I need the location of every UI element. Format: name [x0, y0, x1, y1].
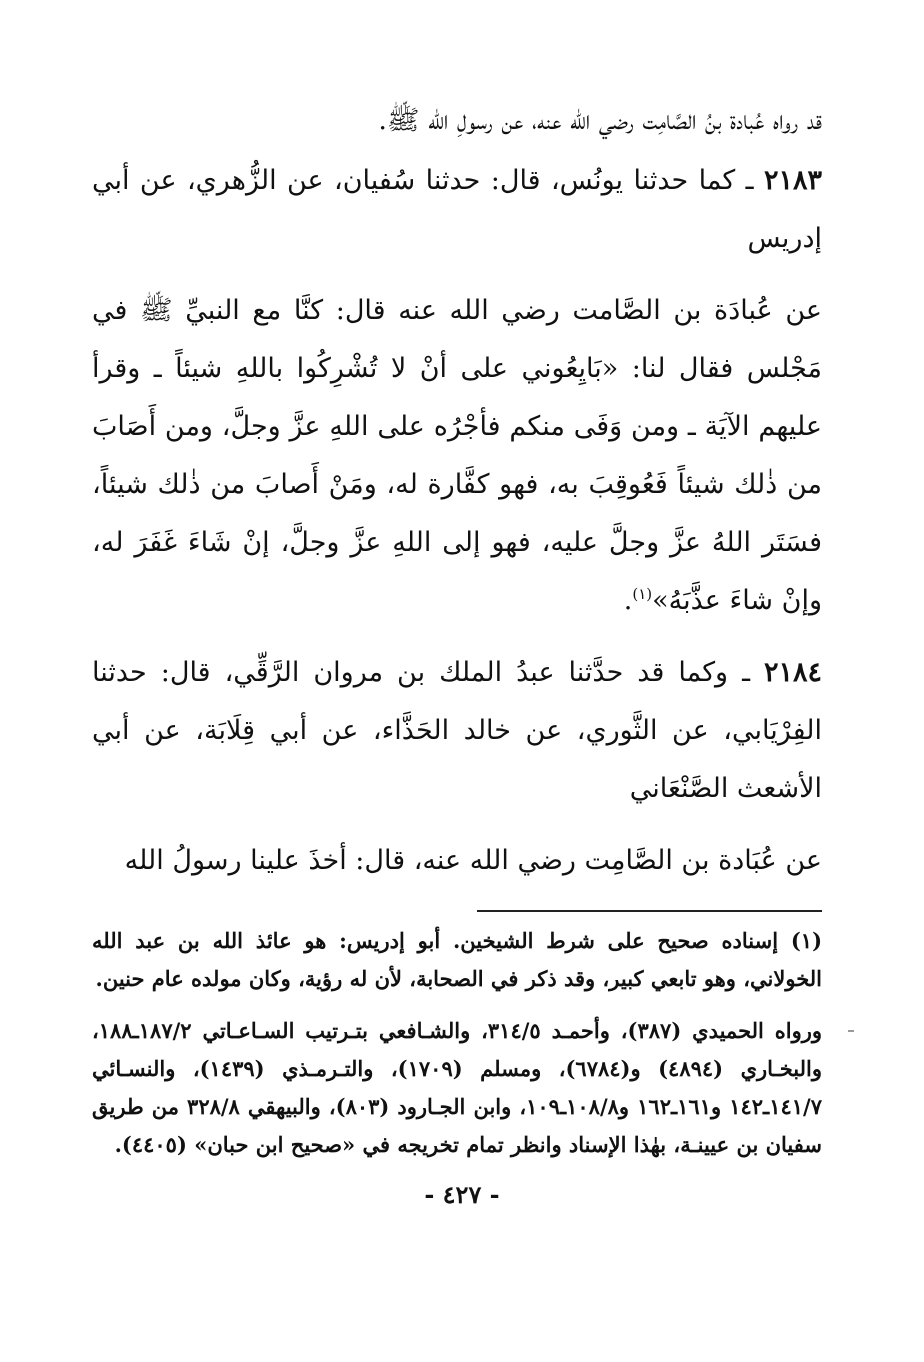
footnote-divider [477, 910, 822, 912]
footnotes [92, 922, 822, 1164]
hadith-2183-chain: ـ كما حدثنا يونُس، قال: حدثنا سُفيان، عن الزُّهري، عن أبي إدريس [92, 165, 822, 254]
book-page [92, 92, 822, 1164]
hadith-2183-text: عن عُبادَة بن الصَّامت رضي الله عنه قال: كنَّا مع النبيِّ ﷺ في مَجْلس فقال لنا: «بَايِعُوني على أنْ لا تُشْرِكُوا باللهِ شيئاً ـ وقرأ عليهم الآيَة ـ ومن وَفَى منكم فأجْرُه على اللهِ عزَّ وجلَّ، ومن أَصَابَ من ذٰلك شيئاً فَعُوقِبَ به، فهو كفَّارة له، ومَنْ أَصابَ من ذٰلك شيئاً، فسَتَر اللهُ عزَّ وجلَّ عليه، فهو إلى اللهِ عزَّ وجلَّ، إنْ شَاءَ غَفَرَ له، وإنْ شاءَ عذَّبَهُ» [92, 295, 822, 616]
hadith-2184-number: ٢١٨٤ [763, 657, 822, 688]
hadith-2183-chain-paragraph [92, 152, 822, 268]
hadith-2184-text: عن عُبَادة بن الصَّامِت رضي الله عنه، قال: أخذَ علينا رسولُ الله [124, 845, 822, 876]
page-number: - ٤٢٧ - [424, 1180, 500, 1209]
footnote-1: (١) إسناده صحيح على شرط الشيخين. أبو إدريس: هو عائذ الله بن عبد الله الخولاني، وهو تابعي كبير، وقد ذكر في الصحابة، لأن له رؤية، وكان مولده عام حنين. [92, 928, 822, 991]
hadith-2183-end: . [623, 585, 633, 616]
hadith-2184-chain: ـ وكما قد حدَّثنا عبدُ الملك بن مروان الرَّقِّي، قال: حدثنا الفِرْيَابي، عن الثَّوري، عن خالد الحَذَّاء، عن أبي قِلَابَة، عن أبي الأشعث الصَّنْعَاني [92, 657, 822, 804]
hadith-2183-number: ٢١٨٣ [763, 165, 822, 196]
footnote-1-sources: ورواه الحميدي (٣٨٧)، وأحمـد ٣١٤/٥، والشـافعي بتـرتيب السـاعـاتي ١٨٧/٢ـ١٨٨، والبخـاري (٤٨٩٤) و(٦٧٨٤)، ومسلم (١٧٠٩)، والتـرمـذي (١٤٣٩)، والنسـائي ١٤١/٧ـ١٤٢ و١٦١ـ١٦٢ و١٠٨/٨ـ١٠٩، وابن الجـارود (٨٠٣)، والبيهقي ٣٢٨/٨ من طريق سفيان بن عيينـة، بهٰذا الإسناد وانظر تمام تخريجه في «صحيح ابن حبان» (٤٤٠٥). [92, 1018, 823, 1157]
scan-mark [848, 1030, 854, 1032]
footnote-reference: (١) [632, 585, 653, 603]
main-text [92, 92, 822, 890]
intro-line: قد رواه عُبادة بنُ الصَّامِت رضي الله عنه، عن رسولِ الله ﷺ. [378, 105, 822, 136]
hadith-2183-text-paragraph [92, 282, 822, 630]
hadith-2184-chain-paragraph [92, 644, 822, 818]
